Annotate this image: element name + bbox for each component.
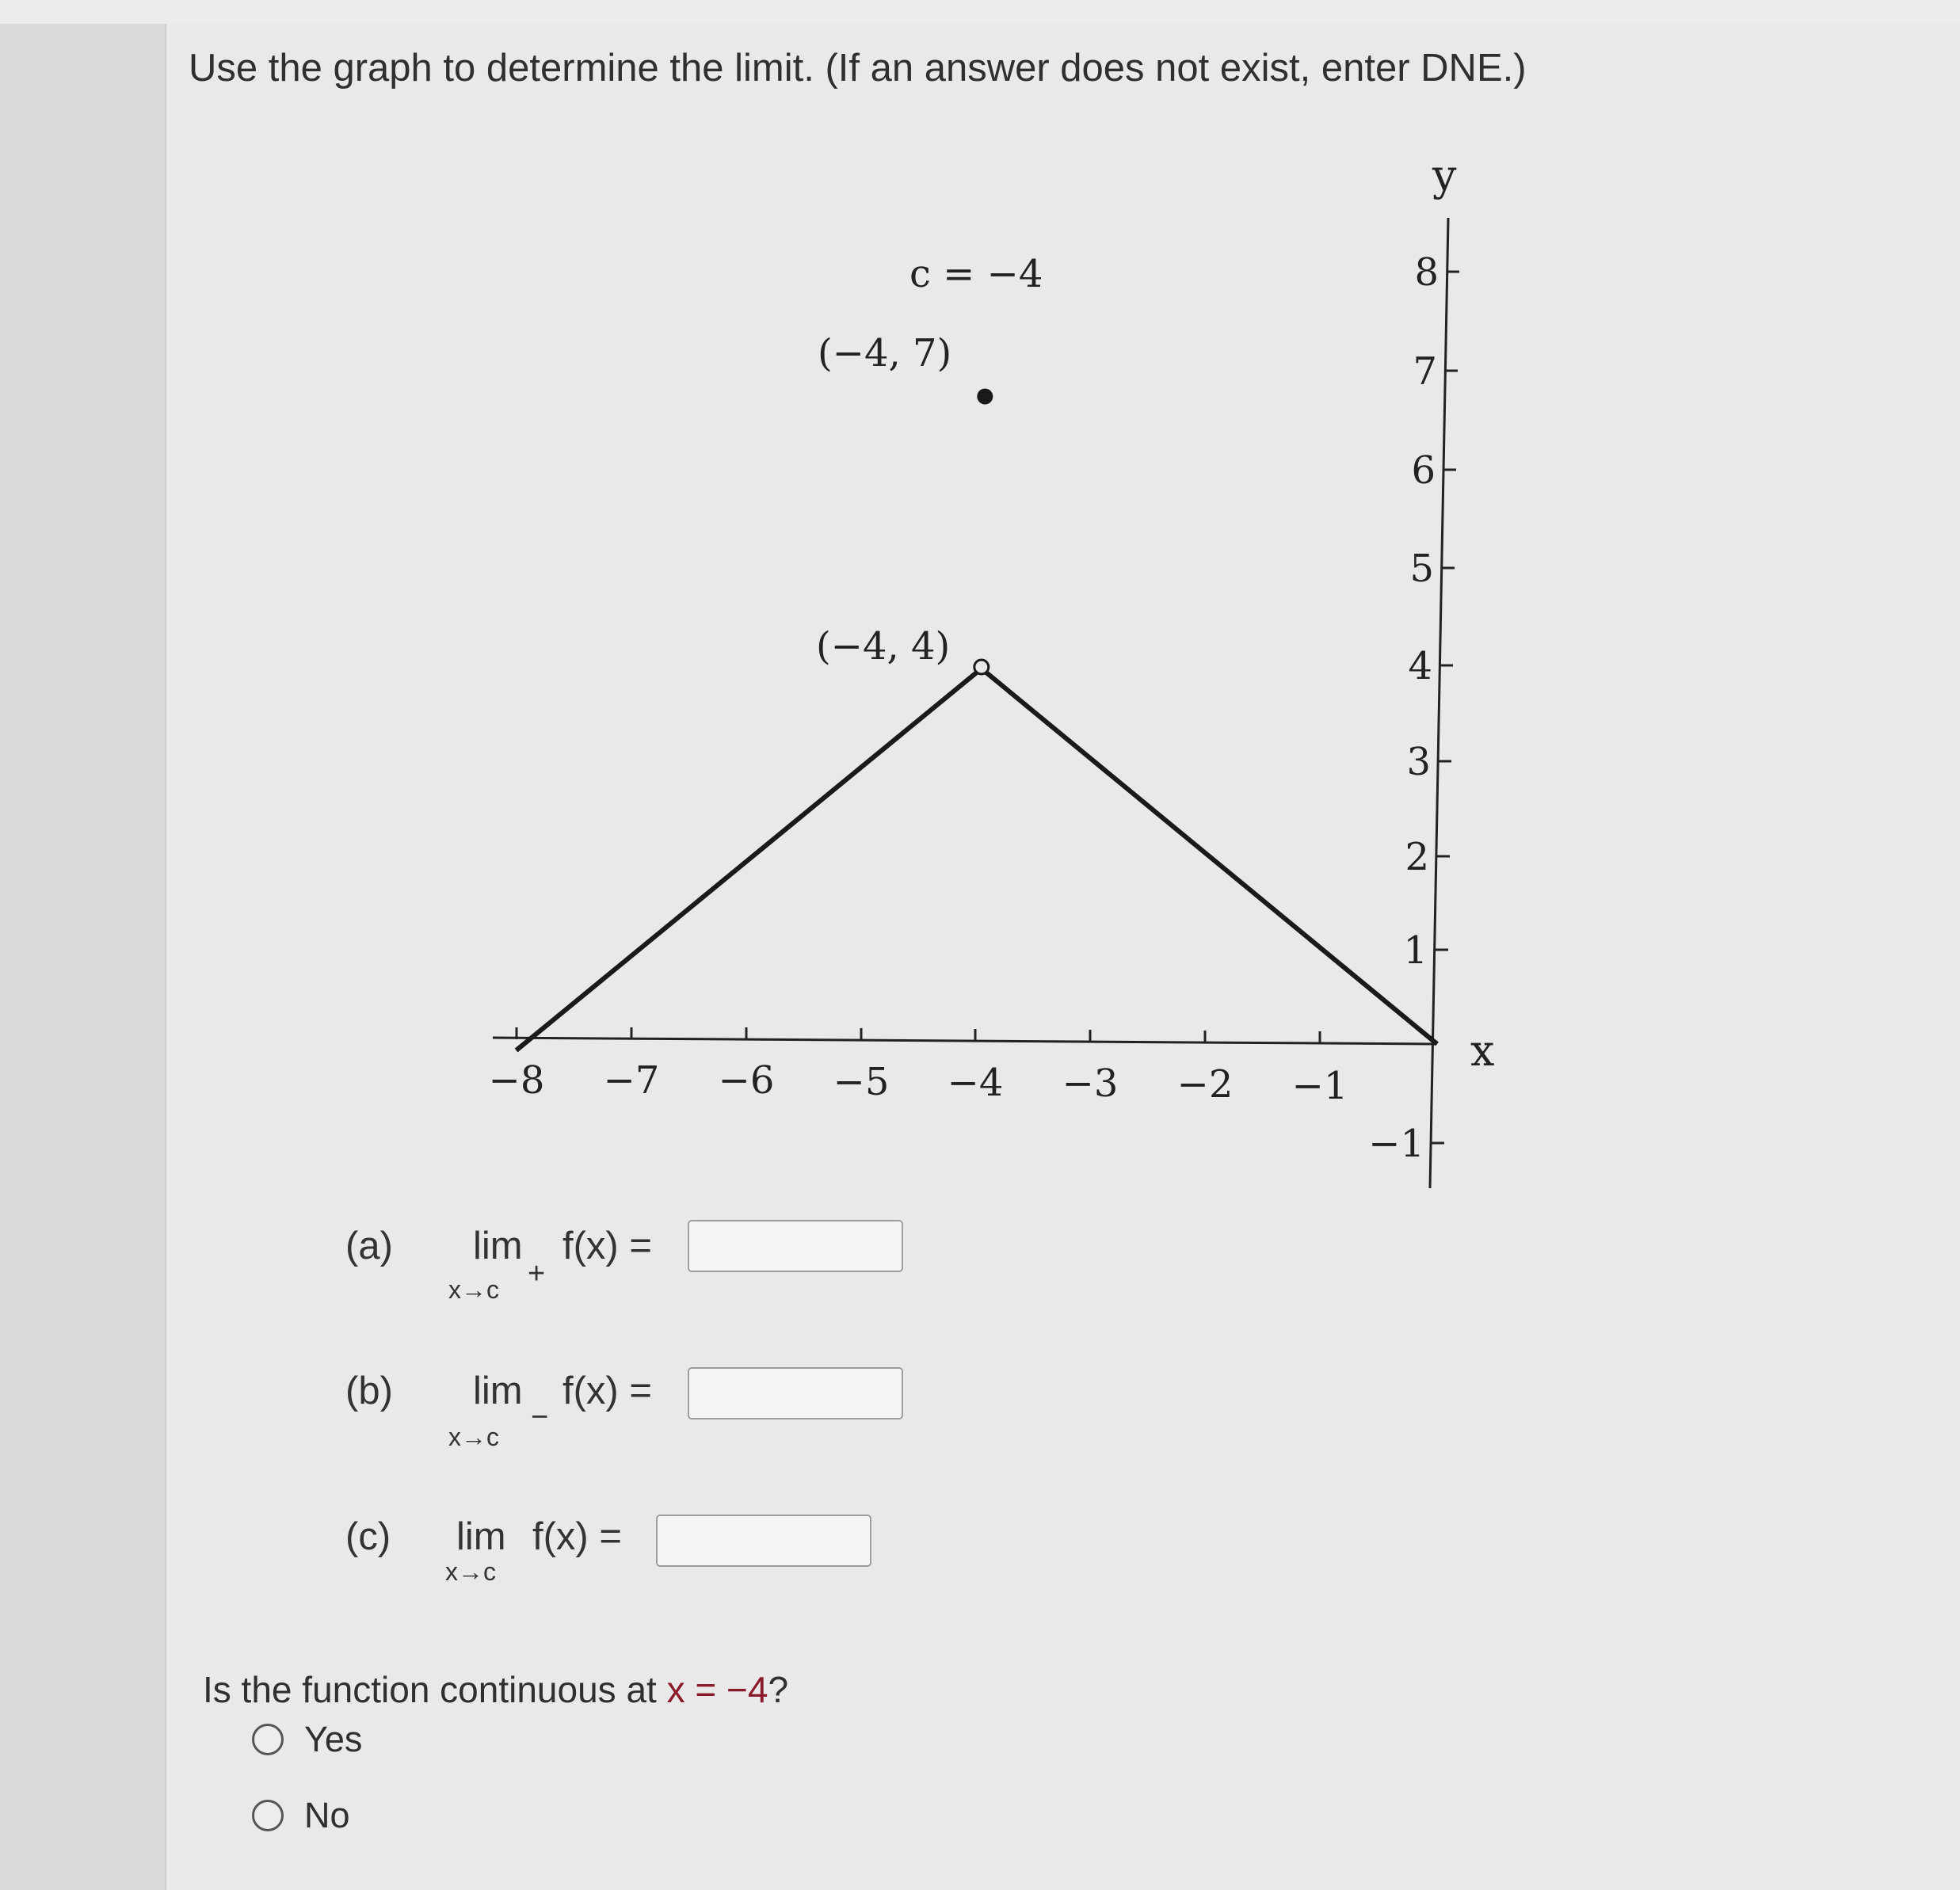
question-value: x = −4 [666, 1669, 768, 1710]
part-c-answer-input[interactable] [656, 1515, 871, 1567]
y-axis-label: y [1432, 151, 1457, 200]
part-c-approach: x→c [445, 1557, 496, 1586]
no-radio[interactable] [252, 1800, 284, 1831]
question-end: ? [768, 1669, 789, 1710]
part-a-direction: + [528, 1257, 546, 1290]
filled-point [977, 389, 993, 405]
y-tick-label: 5 [1409, 547, 1434, 591]
x-tick-label: −1 [1291, 1064, 1348, 1108]
y-tick-label: 4 [1408, 644, 1432, 688]
part-b-answer-input[interactable] [688, 1367, 903, 1419]
part-c-function: f(x) = [532, 1515, 622, 1558]
x-tick-label: −7 [603, 1058, 660, 1103]
y-tick-label: 1 [1403, 928, 1428, 973]
y-tick-label: 8 [1414, 250, 1439, 295]
x-tick-label: −2 [1176, 1062, 1234, 1107]
part-b-direction: − [531, 1400, 549, 1434]
part-b-lim: lim [473, 1370, 523, 1412]
part-a-approach: x→c [448, 1275, 499, 1304]
continuity-question [203, 1668, 788, 1711]
x-tick-label: −8 [488, 1058, 545, 1103]
y-tick-label: −1 [1368, 1122, 1424, 1166]
y-tick-label: 2 [1405, 835, 1429, 879]
function-curve [517, 669, 1437, 1050]
x-tick-label: −6 [718, 1058, 775, 1103]
y-tick-label: 6 [1411, 448, 1436, 493]
y-tick-label: 7 [1413, 349, 1437, 394]
y-tick-labels [1368, 250, 1439, 1166]
part-c-label: (c) [345, 1515, 391, 1558]
part-a-label: (a) [345, 1225, 393, 1267]
no-option-label[interactable]: No [304, 1795, 350, 1835]
y-tick-label: 3 [1406, 740, 1431, 784]
filled-point-label: (−4, 7) [818, 331, 952, 375]
yes-radio[interactable] [252, 1724, 284, 1755]
x-axis [493, 1038, 1436, 1044]
yes-option-label[interactable]: Yes [304, 1719, 363, 1759]
open-point-label: (−4, 4) [816, 624, 951, 669]
part-b-function: f(x) = [562, 1370, 652, 1412]
open-point [974, 660, 989, 674]
question-prompt: Use the graph to determine the limit. (If an answer does not exist, enter DNE.) [189, 47, 1527, 90]
x-tick-labels [489, 1058, 1348, 1108]
question-text: Is the function continuous at [203, 1669, 667, 1710]
x-axis-label: x [1470, 1026, 1495, 1076]
x-tick-label: −3 [1062, 1061, 1119, 1106]
x-tick-label: −4 [947, 1061, 1004, 1105]
c-value-label: c = −4 [909, 252, 1043, 296]
part-a-answer-input[interactable] [688, 1220, 903, 1272]
part-b-label: (b) [345, 1370, 393, 1412]
part-a-lim: lim [473, 1225, 523, 1267]
part-c-lim: lim [456, 1515, 506, 1558]
part-b-approach: x→c [448, 1423, 499, 1451]
x-tick-label: −5 [833, 1060, 890, 1104]
part-a-function: f(x) = [562, 1225, 652, 1267]
